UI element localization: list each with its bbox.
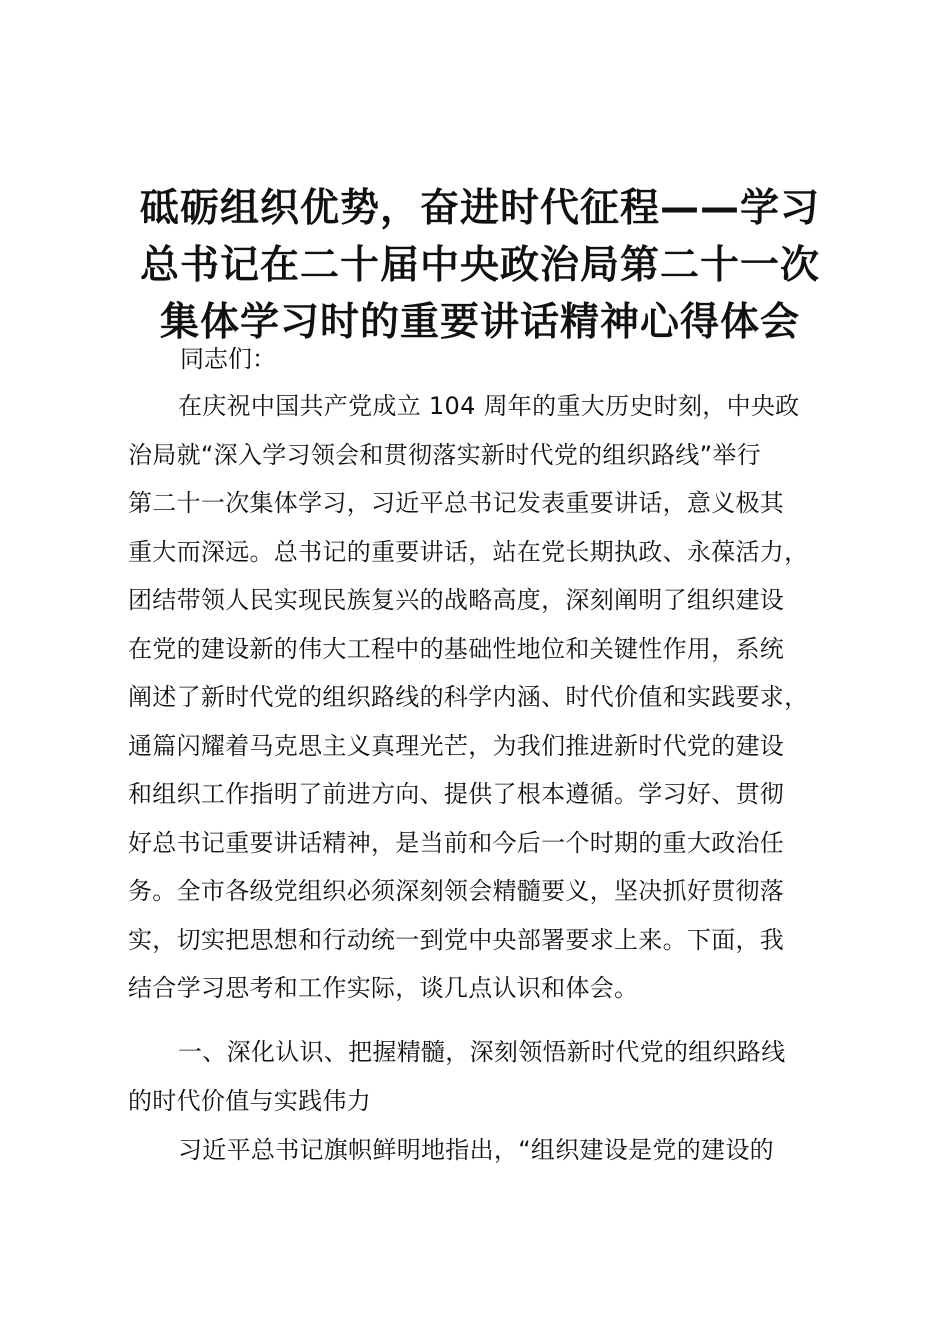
paragraph-line: 重大而深远。总书记的重要讲话，站在党长期执政、永葆活力，: [128, 537, 809, 566]
paragraph-line: 在党的建设新的伟大工程中的基础性地位和关键性作用，系统: [128, 634, 785, 663]
paragraph-line: 在庆祝中国共产党成立 104 周年的重大历史时刻，中央政: [178, 392, 800, 420]
paragraph-line: 结合学习思考和工作实际，谈几点认识和体会。: [128, 974, 639, 1002]
paragraph-line: 和组织工作指明了前进方向、提供了根本遵循。学习好、贯彻: [128, 780, 785, 808]
paragraph-line: 通篇闪耀着马克思主义真理光芒，为我们推进新时代党的建设: [128, 731, 785, 760]
body-paragraph: [128, 382, 858, 1013]
paragraph-line: 治局就“深入学习领会和贯彻落实新时代党的组织路线”举行: [128, 440, 761, 469]
paragraph-line: 务。全市各级党组织必须深刻领会精髓要义，坚决抓好贯彻落: [128, 877, 785, 905]
heading-line: 的时代价值与实践伟力: [128, 1087, 371, 1115]
heading-line: 一、深化认识、把握精髓，深刻领悟新时代党的组织路线: [178, 1038, 786, 1066]
title-line: 砥砺组织优势，奋进时代征程——学习: [139, 186, 820, 231]
paragraph-line: 第二十一次集体学习，习近平总书记发表重要讲话，意义极其: [128, 489, 785, 517]
paragraph-line: 实，切实把思想和行动统一到党中央部署要求上来。下面，我: [128, 925, 785, 954]
title-line: 总书记在二十届中央政治局第二十一次: [139, 243, 820, 288]
section-heading: [128, 1028, 858, 1126]
title-line: 集体学习时的重要讲话精神心得体会: [159, 300, 800, 345]
paragraph-line: 习近平总书记旗帜鲜明地指出，“组织建设是党的建设的: [178, 1136, 774, 1164]
paragraph-line: 阐述了新时代党的组织路线的科学内涵、时代价值和实践要求，: [128, 683, 809, 711]
paragraph-line: 好总书记重要讲话精神，是当前和今后一个时期的重大政治任: [128, 828, 785, 857]
body-paragraph: [128, 1126, 858, 1175]
paragraph-line: 团结带领人民实现民族复兴的战略高度，深刻阐明了组织建设: [128, 586, 785, 614]
salutation: 同志们：: [180, 345, 276, 373]
document-title: [110, 180, 850, 351]
